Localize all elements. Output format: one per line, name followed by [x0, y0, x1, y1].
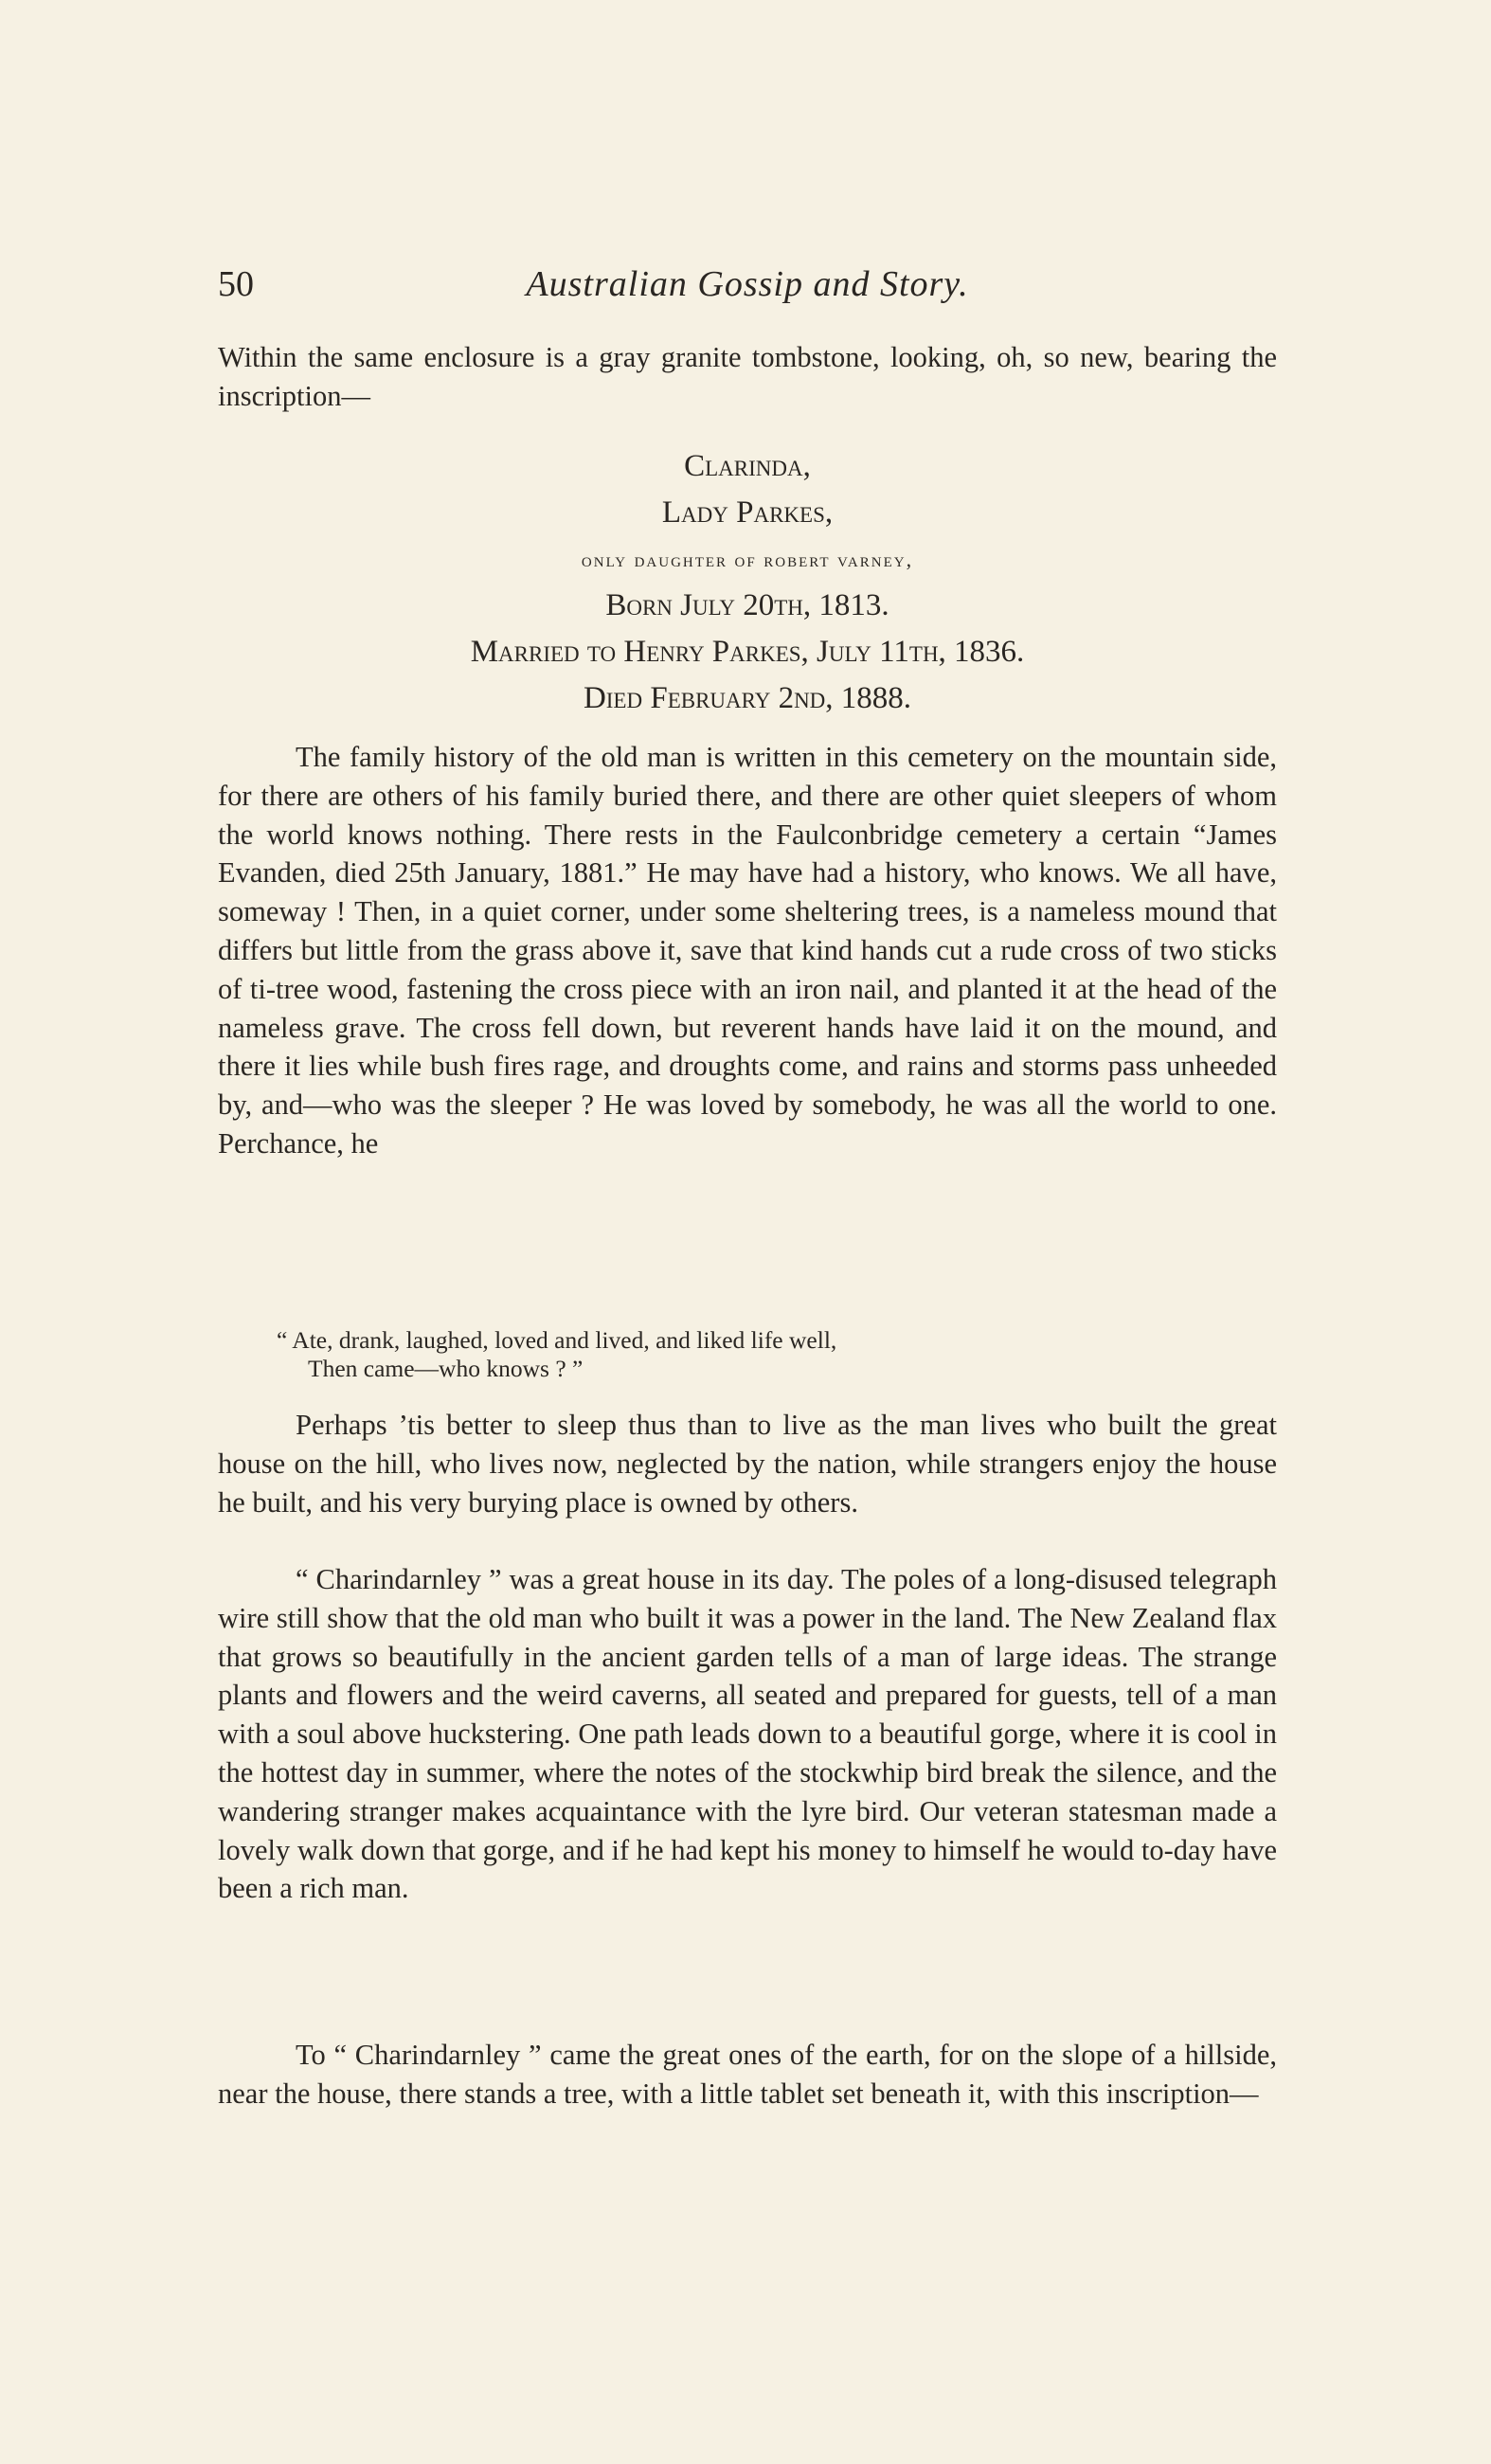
inscription-married: Married to Henry Parkes, July 11th, 1836.: [470, 635, 1025, 669]
inscription-died: Died February 2nd, 1888.: [583, 681, 912, 715]
page-number: 50: [218, 264, 254, 304]
inscription-name: Clarinda,: [684, 449, 811, 483]
verse-quote: [277, 1326, 1224, 1383]
paragraph-enclosure: Within the same enclosure is a gray granite tombstone, looking, oh, so new, bearing the inscription—: [218, 341, 1277, 412]
inscription-title: Lady Parkes,: [661, 495, 834, 530]
running-title: Australian Gossip and Story.: [526, 264, 969, 304]
page-header: [218, 263, 1277, 311]
tombstone-inscription: [218, 443, 1277, 722]
paragraph-family-history: The family history of the old man is written in this cemetery on the mountain side, for there are others of his family buried there, and there are other quiet sleepers of whom the world knows nothing. There rests in the Faulconbridge cemetery a certain “James Evanden, died 25th January, 1881.” He may have had a history, who knows. We all have, someway ! Then, in a quiet corner, under some sheltering trees, is a nameless mound that differs but little from the grass above it, save that kind hands cut a rude cross of two sticks of ti-tree wood, fastening the cross piece with an iron nail, and planted it at the head of the nameless grave. The cross fell down, but reverent hands have laid it on the mound, and there it lies while bush fires rage, and droughts come, and rains and storms pass unheeded by, and—who was the sleeper ? He was loved by somebody, he was all the world to one. Perchance, he: [218, 741, 1277, 1160]
verse-line-1: “ Ate, drank, laughed, loved and lived, and liked life well,: [277, 1326, 837, 1354]
paragraph-great-ones: To “ Charindarnley ” came the great ones of the earth, for on the slope of a hillside, near the house, there stands a tree, with a little tablet set beneath it, with this inscription—: [218, 2039, 1277, 2110]
paragraph-perhaps: Perhaps ’tis better to sleep thus than to live as the man lives who built the great house on the hill, who lives now, neglected by the nation, while strangers enjoy the house he built, and his very burying place is owned by others.: [218, 1409, 1277, 1519]
paragraph-charindarnley: “ Charindarnley ” was a great house in its day. The poles of a long-disused telegraph wire still show that the old man who built it was a power in the land. The New Zealand flax that grows so beautifully in the ancient garden tells of a man of large ideas. The strange plants and flowers and the weird caverns, all seated and prepared for guests, tell of a man with a soul above huckstering. One path leads down to a beautiful gorge, where it is cool in the hottest day in summer, where the notes of the stockwhip bird break the silence, and the wandering stranger makes acquaintance with the lyre bird. Our veteran statesman made a lovely walk down that gorge, and if he had kept his money to himself he would to-day have been a rich man.: [218, 1563, 1277, 1905]
inscription-parentage: only daughter of robert varney,: [581, 548, 914, 571]
inscription-born: Born July 20th, 1813.: [605, 588, 889, 622]
verse-line-2: Then came—who knows ? ”: [308, 1355, 584, 1382]
